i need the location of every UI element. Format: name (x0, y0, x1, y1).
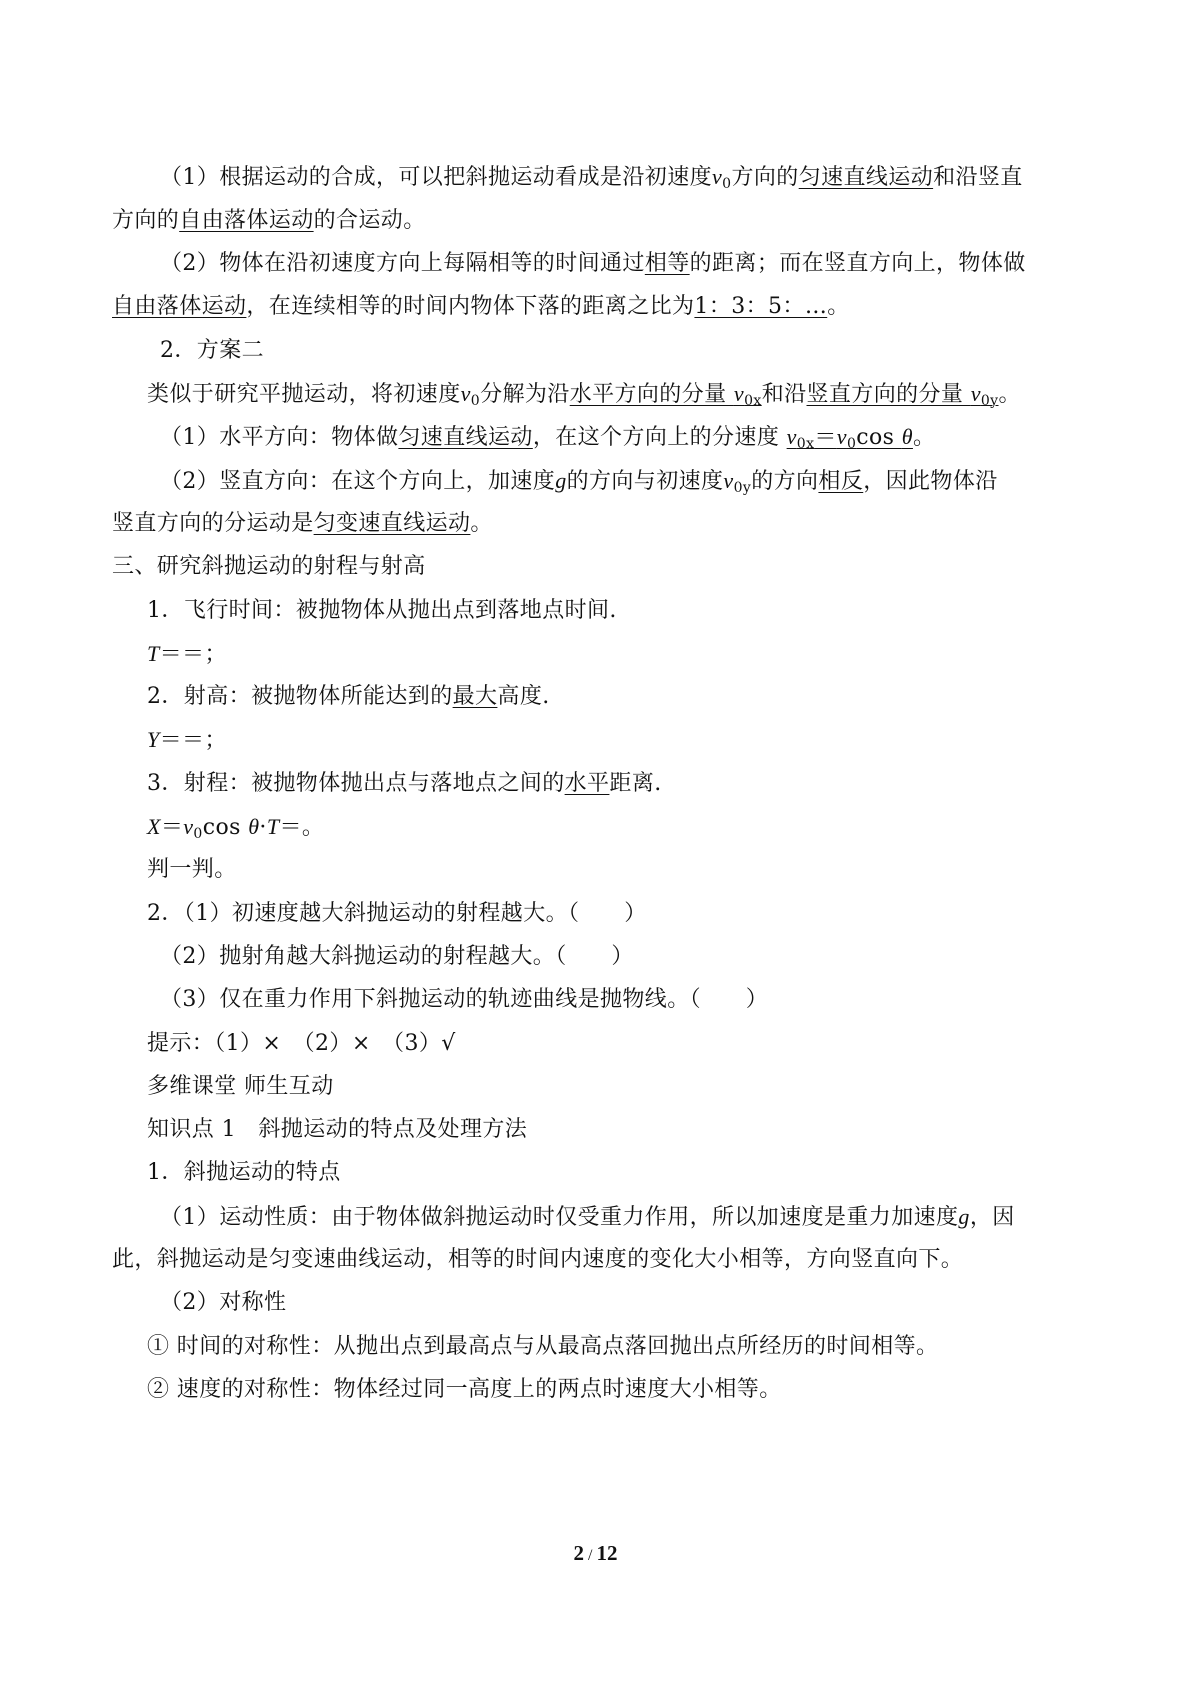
answer-underline: 竖直方向的分量 $v_{0y}$ (806, 381, 999, 409)
formula-line: T＝＝； (147, 641, 227, 667)
answer-underline: 水平方向的分量 $v_{0x}$ (569, 381, 762, 409)
text-line: （2）对称性 (160, 1290, 287, 1315)
answer-underline: 匀速直线运动 (798, 165, 934, 190)
hint-line: 提示：（1）× （2）× （3）√ (147, 1031, 456, 1056)
answer-underline: 匀速直线运动 (398, 425, 533, 450)
section-heading: 知识点 1 斜抛运动的特点及处理方法 (147, 1117, 528, 1142)
answer-underline: $v_{0x}=v_0\cos$ θ (786, 424, 913, 452)
text-line: 2．射高：被抛物体所能达到的最大高度. (147, 684, 550, 709)
text-line: 竖直方向的分运动是匀变速直线运动。 (112, 511, 493, 536)
question-item: 2．（1）初速度越大斜抛运动的射程越大。（ ） (147, 901, 647, 926)
section-heading: 判一判。 (147, 857, 237, 882)
text-line: ① 时间的对称性：从抛出点到最高点与从最高点落回抛出点所经历的时间相等。 (147, 1334, 939, 1359)
text-line: 自由落体运动，在连续相等的时间内物体下落的距离之比为1：3：5：…。 (112, 294, 850, 319)
text-line: 类似于研究平抛运动，将初速度$v_0$分解为沿水平方向的分量 $v_{0x}$和沿竖直方向的分量 $v_{0y}$。 (147, 381, 1021, 409)
page-number: 2 / 12 (573, 1541, 618, 1565)
answer-underline: 匀变速直线运动 (313, 511, 471, 536)
text-line: （1）运动性质：由于物体做斜抛运动时仅受重力作用，所以加速度是重力加速度g，因 (160, 1204, 1015, 1230)
text-line: （1）水平方向：物体做匀速直线运动，在这个方向上的分速度 $v_{0x}=v_0\cos$ θ。 (160, 424, 936, 452)
question-item: （3）仅在重力作用下斜抛运动的轨迹曲线是抛物线。（ ） (160, 987, 769, 1012)
answer-underline: 自由落体运动 (179, 208, 314, 233)
text-line: 1．飞行时间：被抛物体从抛出点到落地点时间. (147, 598, 617, 623)
answer-underline: 水平 (564, 771, 610, 796)
answer-underline: 最大 (452, 684, 498, 709)
text-line: （2）物体在沿初速度方向上每隔相等的时间通过相等的距离；而在竖直方向上，物体做 (160, 251, 1026, 276)
text-line: 此，斜抛运动是匀变速曲线运动，相等的时间内速度的变化大小相等，方向竖直向下。 (112, 1247, 964, 1272)
text-line: （2）竖直方向：在这个方向上，加速度g的方向与初速度$v_{0y}$的方向相反，因此物体沿 (160, 468, 998, 496)
text-line: 3．射程：被抛物体抛出点与落地点之间的水平距离. (147, 771, 662, 796)
answer-underline: 1：3：5：… (694, 294, 828, 319)
question-item: （2）抛射角越大斜抛运动的射程越大。（ ） (160, 944, 634, 969)
section-heading: 三、研究斜抛运动的射程与射高 (112, 554, 426, 579)
answer-underline: 相反 (818, 469, 864, 494)
answer-underline: 自由落体运动 (112, 294, 247, 319)
section-heading: 2．方案二 (160, 338, 264, 363)
section-heading: 1．斜抛运动的特点 (147, 1160, 341, 1185)
text-line: 方向的自由落体运动的合运动。 (112, 208, 426, 233)
formula-line: $X=v_0\cos$ θ·T＝。 (147, 814, 325, 842)
text-line: ② 速度的对称性：物体经过同一高度上的两点时速度大小相等。 (147, 1377, 782, 1402)
text-line: （1）根据运动的合成，可以把斜抛运动看成是沿初速度$v_0$方向的匀速直线运动和沿竖直 (160, 164, 1023, 192)
answer-underline: 相等 (644, 251, 690, 276)
section-heading: 多维课堂 师生互动 (147, 1074, 334, 1099)
formula-line: Y＝＝； (147, 727, 227, 753)
